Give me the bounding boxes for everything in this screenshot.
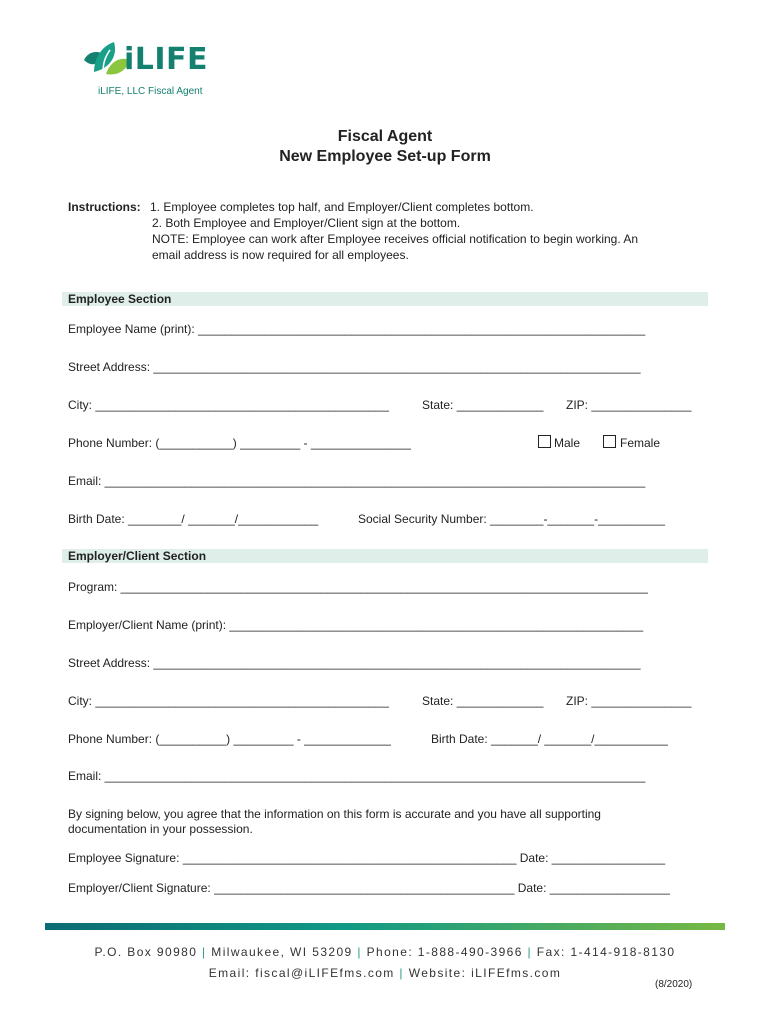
employer-section-header <box>62 549 708 563</box>
employer-city-field[interactable]: City: ____________________________________________ <box>68 694 389 708</box>
revision-date: (8/2020) <box>655 979 693 990</box>
logo-tagline: iLIFE, LLC Fiscal Agent <box>98 86 203 97</box>
footer-fax: Fax: 1-414-918-8130 <box>536 945 676 959</box>
footer-phone: Phone: 1-888-490-3966 <box>366 945 523 959</box>
employee-section-heading: Employee Section <box>68 292 172 306</box>
employee-section-header <box>62 292 708 306</box>
employee-ssn-field[interactable]: Social Security Number: ________-_______-__________ <box>358 512 665 526</box>
employee-state-field[interactable]: State: _____________ <box>422 398 544 412</box>
ilife-logo <box>80 38 220 102</box>
female-checkbox[interactable] <box>603 435 616 448</box>
footer-address: P.O. Box 90980 <box>94 945 198 959</box>
employee-name-field[interactable]: Employee Name (print): ___________________________________________________________________ <box>68 322 646 336</box>
employee-street-field[interactable]: Street Address: _________________________________________________________________________ <box>68 360 641 374</box>
form-title-line2: New Employee Set-up Form <box>279 148 491 165</box>
employer-program-field[interactable]: Program: _______________________________________________________________________________ <box>68 580 648 594</box>
footer-website[interactable]: Website: iLIFEfms.com <box>408 966 562 980</box>
signature-agreement: By signing below, you agree that the information on this form is accurate and you have all supporting documentation in your possession. <box>68 807 601 836</box>
male-label: Male <box>554 436 581 450</box>
employer-signature-field[interactable]: Employer/Client Signature: _____________________________________________ Date: __________________ <box>68 881 670 895</box>
employee-city-field[interactable]: City: ____________________________________________ <box>68 398 389 412</box>
instruction-line: 1. Employee completes top half, and Employer/Client completes bottom. <box>150 200 534 214</box>
footer-separator: | <box>399 966 404 980</box>
employee-zip-field[interactable]: ZIP: _______________ <box>566 398 692 412</box>
female-label: Female <box>620 436 661 450</box>
footer-separator: | <box>202 945 207 959</box>
employer-state-field[interactable]: State: _____________ <box>422 694 544 708</box>
employer-phone-field[interactable]: Phone Number: (__________) _________ - _____________ <box>68 732 391 746</box>
employer-zip-field[interactable]: ZIP: _______________ <box>566 694 692 708</box>
employer-name-field[interactable]: Employer/Client Name (print): ______________________________________________________________ <box>68 618 644 632</box>
employee-birth-date-field[interactable]: Birth Date: ________/ _______/____________ <box>68 512 319 526</box>
footer-city: Milwaukee, WI 53209 <box>211 945 353 959</box>
footer-contact-line <box>0 945 770 959</box>
footer-gradient-bar <box>45 923 725 930</box>
footer-separator: | <box>357 945 362 959</box>
instruction-line: 2. Both Employee and Employer/Client sign at the bottom. <box>152 216 461 230</box>
footer-separator: | <box>527 945 533 959</box>
form-title-line1: Fiscal Agent <box>337 128 433 145</box>
employee-phone-field[interactable]: Phone Number: (___________) _________ - _______________ <box>68 436 411 450</box>
instruction-line: NOTE: Employee can work after Employee receives official notification to begin working. An <box>152 232 639 246</box>
footer-email[interactable]: Email: fiscal@iLIFEfms.com <box>208 966 395 980</box>
employer-birth-date-field[interactable]: Birth Date: _______/ _______/___________ <box>431 732 668 746</box>
employee-signature-field[interactable]: Employee Signature: __________________________________________________ Date: _________________ <box>68 851 666 865</box>
employer-street-field[interactable]: Street Address: _________________________________________________________________________ <box>68 656 641 670</box>
male-checkbox[interactable] <box>538 435 551 448</box>
employer-section-heading: Employer/Client Section <box>68 549 207 563</box>
employer-email-field[interactable]: Email: _________________________________________________________________________________ <box>68 769 646 783</box>
instructions-label: Instructions: <box>68 200 141 214</box>
instruction-line: email address is now required for all employees. <box>152 248 409 262</box>
employee-email-field[interactable]: Email: _________________________________________________________________________________ <box>68 474 646 488</box>
footer-web-line <box>0 966 770 980</box>
logo-wordmark: iLIFE <box>124 42 209 77</box>
